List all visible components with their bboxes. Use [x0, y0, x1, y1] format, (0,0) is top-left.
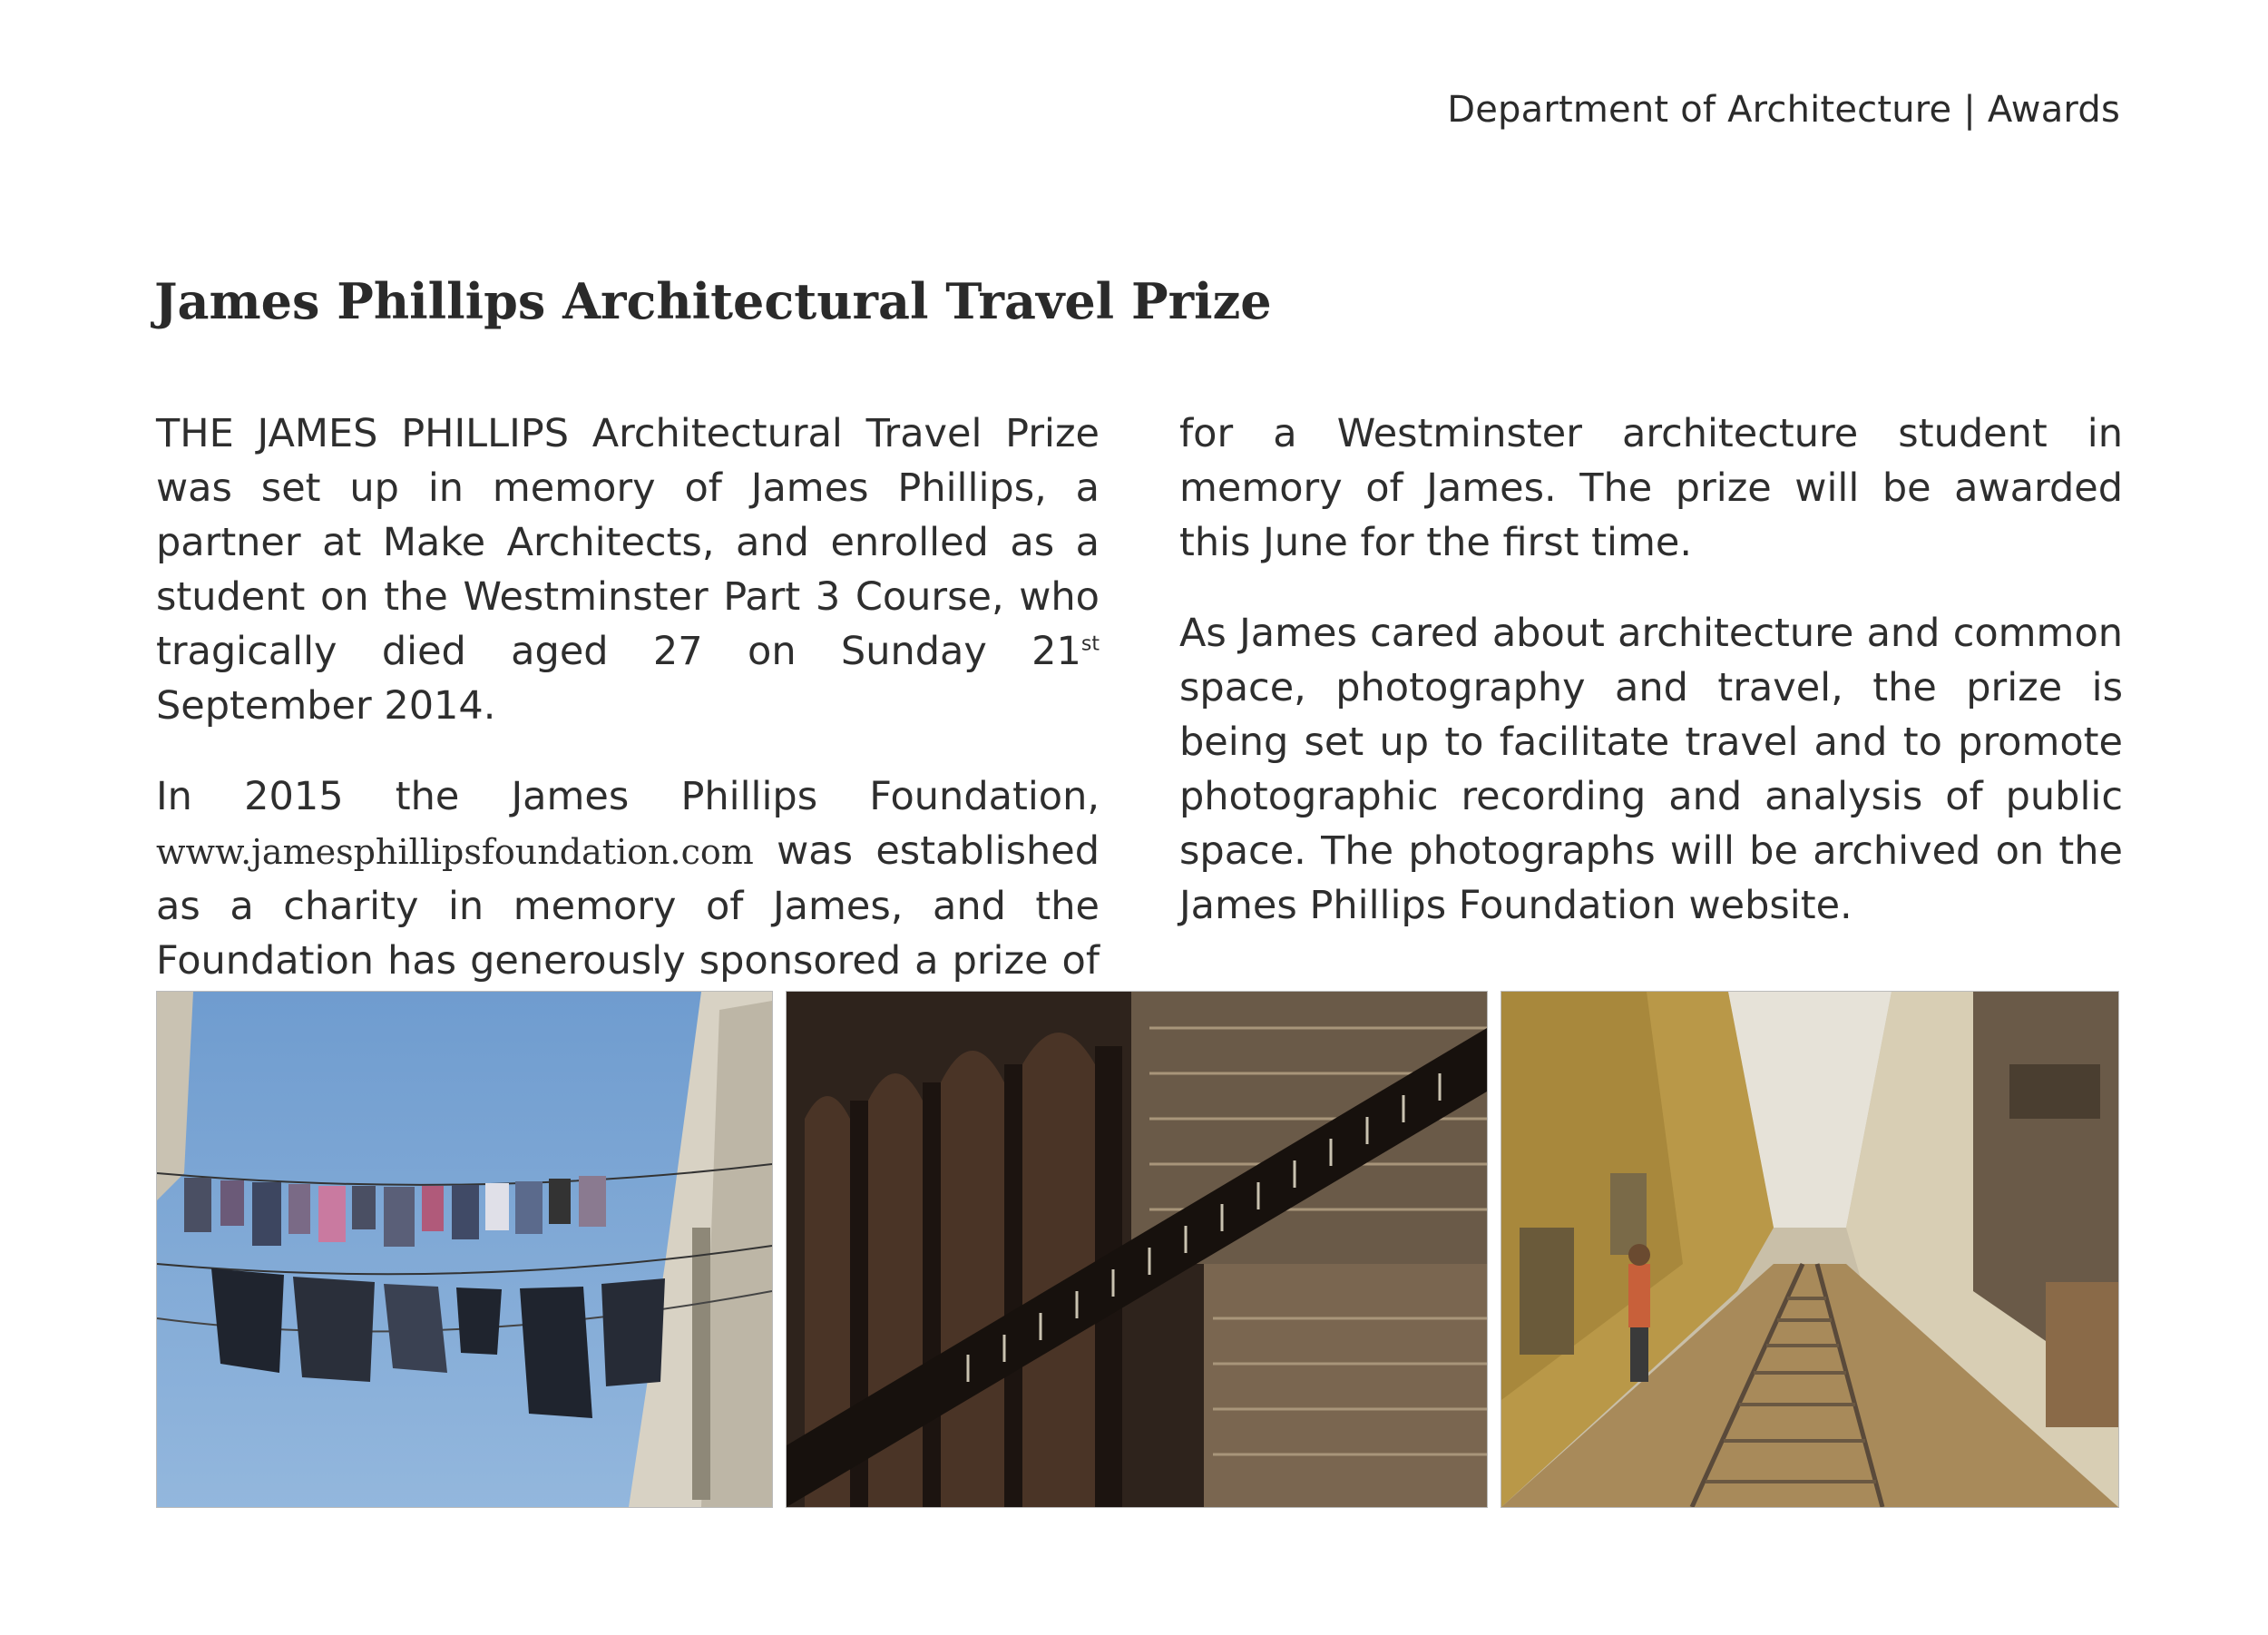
paragraph-3: for a Westminster architecture student in memory of James. The prize will be awarded this June for the first time.: [1179, 411, 2123, 565]
photo-laundry-street: [156, 991, 773, 1508]
laundry-photo-graphic: [157, 992, 772, 1507]
paragraph-2-intro: In 2015 the James Phillips Foundation,: [156, 774, 1100, 819]
paragraph-2-rest: was established as a charity in memory of James, and the Foundation has generously sponsored a prize of: [156, 828, 1100, 984]
photo-library-interior: [786, 991, 1488, 1508]
paragraph-1-end: September 2014.: [156, 683, 496, 729]
train-street-photo-graphic: [1501, 992, 2118, 1507]
paragraph-4: As James cared about architecture and common space, photography and travel, the prize is being set up to facilitate travel and to promote photographic recording and analysis of public space. The photographs will be archived on the James Phillips Foundation website.: [1179, 611, 2123, 928]
ordinal-suffix: st: [1080, 632, 1100, 656]
page-title: James Phillips Architectural Travel Prize: [154, 272, 1272, 330]
paragraph-1-text: THE JAMES PHILLIPS Architectural Travel Prize was set up in memory of James Phillips, a partner at Make Architects, and enrolled as a student on the Westminster Part 3 Course, who tragically died aged 27 on Sunday 21: [156, 411, 1100, 674]
text-column-right: [1179, 406, 2123, 969]
library-photo-graphic: [787, 992, 1487, 1507]
photo-train-street: [1501, 991, 2119, 1508]
section-header: Department of Architecture | Awards: [1447, 89, 2120, 131]
foundation-url: www.jamesphillipsfoundation.com: [156, 832, 754, 872]
paragraph-1: [156, 406, 1100, 733]
text-column-left: [156, 406, 1100, 1079]
